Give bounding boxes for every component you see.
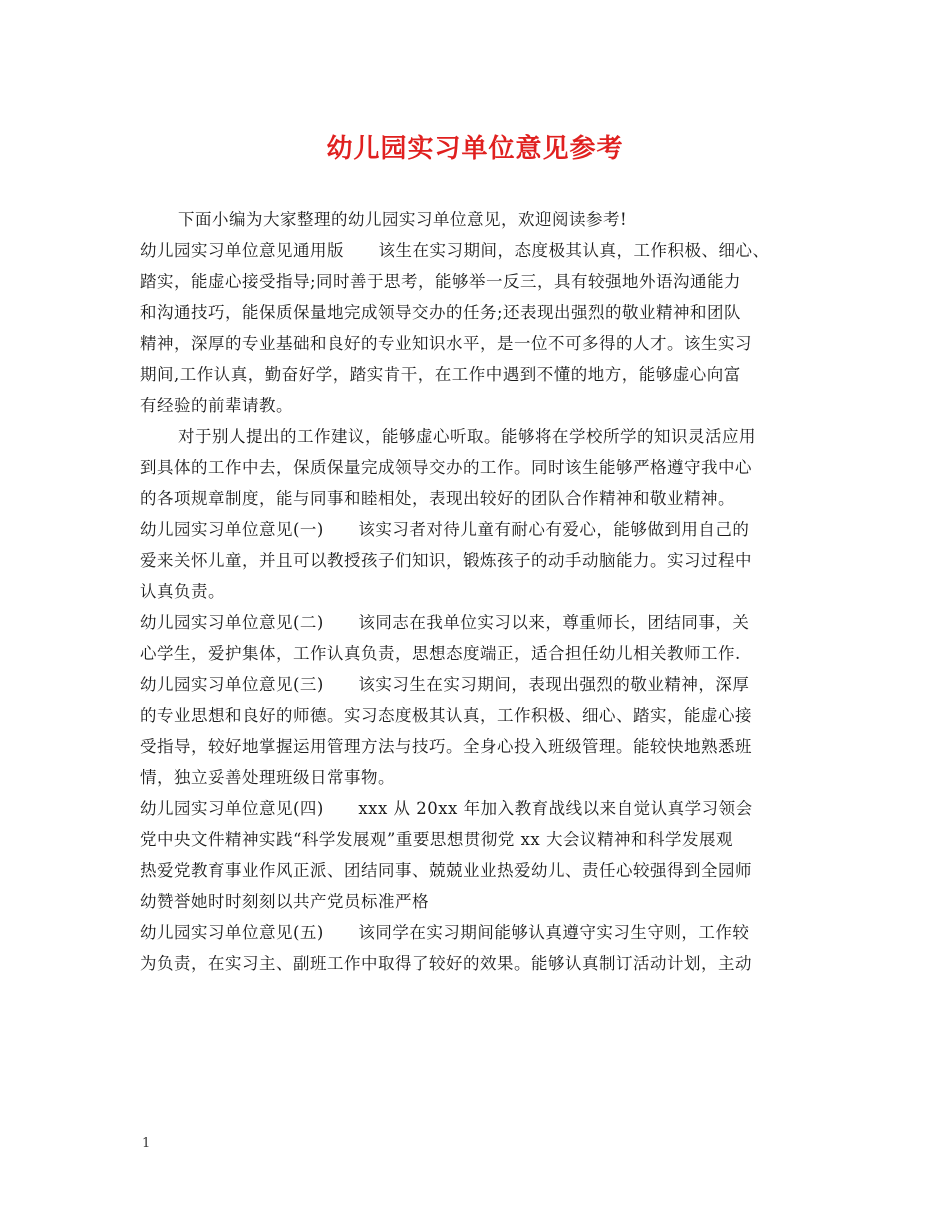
text-line: 幼儿园实习单位意见(五) 该同学在实习期间能够认真遵守实习生守则，工作较 [140,923,750,942]
text-line: 幼儿园实习单位意见(四) xxx 从 20xx 年加入教育战线以来自觉认真学习领会 [140,799,753,818]
text-line: 认真负责。 [140,582,225,601]
text-line: 幼儿园实习单位意见通用版 该生在实习期间，态度极其认真，工作积极、细心、 [140,241,770,260]
text-line: 有经验的前辈请教。 [140,396,293,415]
text-line: 幼儿园实习单位意见(一) 该实习者对待儿童有耐心有爱心，能够做到用自己的 [140,520,750,539]
text-line: 精神，深厚的专业基础和良好的专业知识水平，是一位不可多得的人才。该生实习 [140,334,752,353]
text-line: 下面小编为大家整理的幼儿园实习单位意见，欢迎阅读参考! [178,210,628,229]
text-line: 的各项规章制度，能与同事和睦相处，表现出较好的团队合作精神和敬业精神。 [140,489,735,508]
document-title: 幼儿园实习单位意见参考 [326,134,624,164]
text-line: 期间,工作认真，勤奋好学，踏实肯干，在工作中遇到不懂的地方，能够虚心向富 [140,365,741,384]
text-line: 幼儿园实习单位意见(三) 该实习生在实习期间，表现出强烈的敬业精神，深厚 [140,675,750,694]
text-line: 为负责，在实习主、副班工作中取得了较好的效果。能够认真制订活动计划，主动 [140,954,752,973]
text-line: 爱来关怀儿童，并且可以教授孩子们知识，锻炼孩子的动手动脑能力。实习过程中 [140,551,752,570]
text-line: 幼儿园实习单位意见(二) 该同志在我单位实习以来，尊重师长，团结同事，关 [140,613,750,632]
text-line: 党中央文件精神实践“科学发展观”重要思想贯彻党 xx 大会议精神和科学发展观 [140,830,733,849]
page-number: 1 [142,1136,151,1151]
text-line: 到具体的工作中去，保质保量完成领导交办的工作。同时该生能够严格遵守我中心 [140,458,752,477]
text-line: 心学生，爱护集体，工作认真负责，思想态度端正，适合担任幼儿相关教师工作. [140,644,741,663]
text-line: 情，独立妥善处理班级日常事物。 [140,768,395,787]
text-line: 幼赞誉她时时刻刻以共产党员标准严格 [140,892,429,911]
text-line: 受指导，较好地掌握运用管理方法与技巧。全身心投入班级管理。能较快地熟悉班 [140,737,752,756]
text-line: 对于别人提出的工作建议，能够虚心听取。能够将在学校所学的知识灵活应用 [178,427,756,446]
text-line: 的专业思想和良好的师德。实习态度极其认真，工作积极、细心、踏实，能虚心接 [140,706,752,725]
text-line: 和沟通技巧，能保质保量地完成领导交办的任务;还表现出强烈的敬业精神和团队 [140,303,742,322]
text-line: 热爱党教育事业作风正派、团结同事、兢兢业业热爱幼儿、责任心较强得到全园师 [140,861,752,880]
text-line: 踏实，能虚心接受指导;同时善于思考，能够举一反三，具有较强地外语沟通能力 [140,272,742,291]
document-body [140,204,825,979]
